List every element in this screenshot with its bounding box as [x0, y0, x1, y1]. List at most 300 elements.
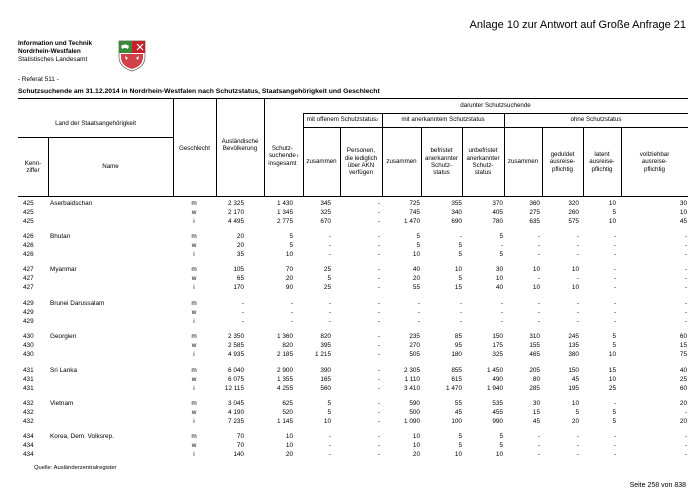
- table-row: [18, 233, 688, 241]
- cell-value: 5: [575, 409, 579, 416]
- cell-value: 25: [608, 385, 616, 392]
- cell-value: 5: [416, 233, 420, 240]
- cell-value: 10: [285, 251, 293, 258]
- cell-value: 150: [568, 367, 579, 374]
- table-title: Schutzsuchende am 31.12.2014 in Nordrhein-Westfalen nach Schutzstatus, Staatsangehörigkeit und Geschlecht: [18, 88, 380, 95]
- cell-value: 4 190: [228, 409, 244, 416]
- cell-value: -: [684, 233, 687, 240]
- cell-value: 5: [289, 242, 293, 249]
- cell-geschlecht: w: [191, 409, 197, 416]
- cell-value: -: [377, 300, 380, 307]
- cell-value: -: [684, 266, 687, 273]
- cell-geschlecht: m: [191, 433, 197, 440]
- cell-value: 25: [323, 284, 331, 291]
- header-ohne-zusammen: zusammen: [507, 158, 539, 166]
- cell-value: 30: [495, 266, 503, 273]
- source-note: Quelle: Ausländerzentralregister: [34, 465, 117, 471]
- cell-kennziffer: 434: [23, 442, 34, 449]
- cell-geschlecht: m: [191, 367, 197, 374]
- cell-geschlecht: m: [191, 266, 197, 273]
- org-line-1: Information und Technik: [18, 40, 93, 47]
- cell-kennziffer: 427: [23, 275, 34, 282]
- cell-value: -: [328, 300, 331, 307]
- cell-value: 70: [236, 442, 244, 449]
- cell-value: 165: [320, 376, 331, 383]
- table-row: [18, 200, 688, 208]
- cell-value: 2 305: [404, 367, 420, 374]
- cell-value: 20: [236, 233, 244, 240]
- cell-value: 175: [492, 342, 503, 349]
- cell-value: -: [417, 318, 420, 325]
- cell-value: -: [537, 275, 540, 282]
- cell-value: 360: [529, 200, 540, 207]
- cell-value: -: [684, 300, 687, 307]
- cell-value: 5: [612, 333, 616, 340]
- cell-kennziffer: 432: [23, 418, 34, 425]
- cell-value: -: [377, 385, 380, 392]
- cell-value: -: [459, 318, 462, 325]
- cell-value: 5: [458, 433, 462, 440]
- cell-geschlecht: m: [191, 400, 197, 407]
- cell-name: Vietnam: [50, 400, 74, 407]
- cell-value: 5: [416, 242, 420, 249]
- cell-value: 10: [454, 451, 462, 458]
- cell-value: 635: [529, 218, 540, 225]
- cell-geschlecht: w: [191, 242, 197, 249]
- cell-value: 140: [233, 451, 244, 458]
- cell-value: 5: [327, 275, 331, 282]
- cell-value: 45: [532, 418, 540, 425]
- page-number: Seite 258 von 838: [629, 482, 686, 489]
- table-row: [18, 385, 688, 393]
- cell-value: -: [377, 309, 380, 316]
- cell-value: -: [576, 300, 579, 307]
- cell-value: 325: [492, 351, 503, 358]
- cell-geschlecht: w: [191, 309, 197, 316]
- table-row: [18, 433, 688, 441]
- cell-value: 1 430: [277, 200, 293, 207]
- cell-value: 20: [236, 242, 244, 249]
- footnote-2: 2: [376, 117, 379, 123]
- header-name: Name: [102, 163, 119, 171]
- cell-value: 5: [327, 409, 331, 416]
- cell-kennziffer: 429: [23, 300, 34, 307]
- cell-value: -: [241, 309, 244, 316]
- cell-value: -: [613, 400, 616, 407]
- cell-value: -: [377, 318, 380, 325]
- cell-kennziffer: 434: [23, 451, 34, 458]
- cell-kennziffer: 434: [23, 433, 34, 440]
- org-logo-block: [18, 40, 92, 64]
- cell-value: -: [377, 200, 380, 207]
- cell-kennziffer: 425: [23, 218, 34, 225]
- cell-value: -: [459, 309, 462, 316]
- cell-geschlecht: i: [193, 385, 195, 392]
- cell-value: -: [684, 309, 687, 316]
- cell-value: 1 090: [404, 418, 420, 425]
- cell-value: -: [613, 318, 616, 325]
- cell-name: Georgien: [50, 333, 77, 340]
- table-row: [18, 309, 688, 317]
- cell-value: 670: [320, 218, 331, 225]
- cell-value: 10: [412, 251, 420, 258]
- cell-value: 5: [612, 342, 616, 349]
- cell-value: 10: [532, 266, 540, 273]
- cell-value: 345: [320, 200, 331, 207]
- cell-value: -: [377, 409, 380, 416]
- cell-value: 135: [568, 342, 579, 349]
- cell-kennziffer: 430: [23, 351, 34, 358]
- cell-value: 30: [679, 200, 687, 207]
- cell-value: 10: [679, 209, 687, 216]
- cell-value: -: [328, 442, 331, 449]
- cell-value: -: [241, 318, 244, 325]
- cell-value: 10: [495, 451, 503, 458]
- cell-value: -: [417, 300, 420, 307]
- cell-value: 690: [451, 218, 462, 225]
- cell-value: 2 185: [277, 351, 293, 358]
- cell-kennziffer: 426: [23, 242, 34, 249]
- table-row: [18, 251, 688, 259]
- cell-value: 245: [568, 333, 579, 340]
- cell-value: 5: [458, 275, 462, 282]
- cell-value: -: [500, 242, 503, 249]
- cell-value: 520: [282, 409, 293, 416]
- cell-value: 355: [451, 200, 462, 207]
- cell-value: -: [328, 309, 331, 316]
- cell-value: -: [500, 300, 503, 307]
- cell-value: -: [576, 318, 579, 325]
- cell-value: 405: [492, 209, 503, 216]
- cell-value: 5: [458, 251, 462, 258]
- cell-value: -: [537, 442, 540, 449]
- cell-value: -: [613, 233, 616, 240]
- cell-value: -: [377, 418, 380, 425]
- cell-value: 4 495: [228, 218, 244, 225]
- cell-kennziffer: 426: [23, 233, 34, 240]
- cell-value: -: [377, 433, 380, 440]
- cell-value: 340: [451, 209, 462, 216]
- cell-kennziffer: 431: [23, 376, 34, 383]
- cell-value: -: [377, 333, 380, 340]
- cell-value: -: [290, 300, 293, 307]
- cell-value: -: [459, 300, 462, 307]
- cell-value: -: [613, 266, 616, 273]
- cell-value: 310: [529, 333, 540, 340]
- cell-value: -: [377, 351, 380, 358]
- cell-geschlecht: i: [193, 284, 195, 291]
- cell-value: 90: [285, 284, 293, 291]
- header-ohne: ohne Schutzstatus: [570, 116, 622, 124]
- cell-value: 745: [409, 209, 420, 216]
- cell-value: 1 360: [277, 333, 293, 340]
- cell-value: 10: [571, 266, 579, 273]
- cell-value: -: [537, 309, 540, 316]
- header-darunter: darunter Schutzsuchende: [460, 102, 531, 110]
- org-line-3: Statistisches Landesamt: [18, 56, 88, 63]
- cell-value: 10: [571, 400, 579, 407]
- cell-value: 70: [236, 433, 244, 440]
- table-row: [18, 275, 688, 283]
- cell-value: 40: [679, 367, 687, 374]
- header-auslaendische: Ausländische Bevölkerung: [221, 137, 259, 152]
- header-kennziffer: Kenn- ziffer: [24, 159, 42, 174]
- cell-value: -: [328, 318, 331, 325]
- table-row: [18, 376, 688, 384]
- cell-value: 5: [458, 442, 462, 449]
- cell-geschlecht: w: [191, 275, 197, 282]
- cell-value: -: [328, 251, 331, 258]
- table-row: [18, 400, 688, 408]
- cell-value: 10: [285, 442, 293, 449]
- cell-value: 10: [412, 442, 420, 449]
- table-row: [18, 218, 688, 226]
- cell-value: -: [377, 451, 380, 458]
- nrw-crest-icon: [117, 39, 147, 72]
- cell-value: 30: [532, 400, 540, 407]
- cell-value: 560: [320, 385, 331, 392]
- header-geschlecht: Geschlecht: [179, 145, 210, 153]
- cell-value: 10: [608, 351, 616, 358]
- cell-geschlecht: w: [191, 376, 197, 383]
- table-row: [18, 367, 688, 375]
- header-vollziehbar: vollziehbar ausreise- pflichtig: [639, 150, 670, 173]
- cell-value: 260: [568, 209, 579, 216]
- cell-value: -: [684, 275, 687, 282]
- cell-geschlecht: i: [193, 451, 195, 458]
- cell-value: -: [328, 433, 331, 440]
- cell-value: -: [241, 300, 244, 307]
- cell-value: 855: [451, 367, 462, 374]
- cell-value: 370: [492, 200, 503, 207]
- cell-value: 1 215: [315, 351, 331, 358]
- cell-value: -: [613, 284, 616, 291]
- cell-value: 20: [412, 451, 420, 458]
- cell-value: 20: [679, 400, 687, 407]
- cell-value: -: [613, 433, 616, 440]
- cell-name: Korea, Dem. Volksrep.: [50, 433, 114, 440]
- cell-value: 3 410: [404, 385, 420, 392]
- cell-value: 3 045: [228, 400, 244, 407]
- cell-value: 1 470: [404, 218, 420, 225]
- cell-value: -: [377, 400, 380, 407]
- cell-value: 1 450: [487, 367, 503, 374]
- cell-value: 455: [492, 409, 503, 416]
- cell-value: -: [576, 275, 579, 282]
- cell-value: -: [537, 318, 540, 325]
- cell-value: 55: [412, 284, 420, 291]
- cell-value: 725: [409, 200, 420, 207]
- cell-value: 990: [492, 418, 503, 425]
- cell-value: 95: [454, 342, 462, 349]
- cell-geschlecht: i: [193, 251, 195, 258]
- cell-kennziffer: 432: [23, 409, 34, 416]
- cell-value: -: [537, 300, 540, 307]
- cell-value: -: [613, 309, 616, 316]
- cell-kennziffer: 430: [23, 333, 34, 340]
- cell-value: -: [377, 442, 380, 449]
- cell-value: 275: [529, 209, 540, 216]
- cell-value: -: [377, 367, 380, 374]
- cell-geschlecht: w: [191, 209, 197, 216]
- cell-value: -: [576, 442, 579, 449]
- header-schutz-insgesamt-text: Schutz- suchende insgesamt: [268, 144, 297, 167]
- header-unbefristet: unbefristet anerkannter Schutz- status: [466, 147, 500, 177]
- cell-value: 10: [532, 284, 540, 291]
- table-row: [18, 442, 688, 450]
- table-row: [18, 409, 688, 417]
- cell-kennziffer: 431: [23, 385, 34, 392]
- cell-value: 625: [282, 400, 293, 407]
- cell-value: 270: [409, 342, 420, 349]
- cell-value: -: [328, 242, 331, 249]
- cell-value: 2 775: [277, 218, 293, 225]
- rule-land: [18, 137, 173, 138]
- cell-value: 5: [327, 400, 331, 407]
- cell-name: Bhutan: [50, 233, 71, 240]
- cell-value: 105: [233, 266, 244, 273]
- header-geduldet: geduldet ausreise- pflichtig: [549, 150, 576, 173]
- cell-geschlecht: i: [193, 351, 195, 358]
- cell-value: 2 170: [228, 209, 244, 216]
- cell-kennziffer: 431: [23, 367, 34, 374]
- cell-value: 10: [608, 200, 616, 207]
- cell-geschlecht: i: [193, 318, 195, 325]
- cell-value: 55: [454, 400, 462, 407]
- header-land: Land der Staatsangehörigkeit: [55, 120, 136, 128]
- cell-value: -: [377, 284, 380, 291]
- cell-value: 4 935: [228, 351, 244, 358]
- cell-value: 5: [458, 242, 462, 249]
- cell-value: 60: [679, 385, 687, 392]
- header-offen-zusammen: zusammen: [306, 158, 337, 166]
- cell-value: -: [576, 309, 579, 316]
- cell-value: -: [576, 233, 579, 240]
- cell-name: Myanmar: [50, 266, 77, 273]
- cell-value: -: [684, 251, 687, 258]
- cell-value: 10: [571, 284, 579, 291]
- cell-value: -: [290, 318, 293, 325]
- cell-geschlecht: m: [191, 300, 197, 307]
- footnote-1: 1: [296, 153, 299, 159]
- cell-geschlecht: w: [191, 342, 197, 349]
- header-latent: latent ausreise- pflichtig: [589, 150, 615, 173]
- cell-value: 780: [492, 218, 503, 225]
- cell-kennziffer: 425: [23, 200, 34, 207]
- cell-value: -: [377, 251, 380, 258]
- cell-value: 20: [285, 275, 293, 282]
- cell-value: 15: [532, 409, 540, 416]
- cell-value: -: [684, 442, 687, 449]
- cell-kennziffer: 429: [23, 318, 34, 325]
- cell-value: 70: [285, 266, 293, 273]
- cell-value: 5: [289, 233, 293, 240]
- cell-value: 20: [679, 418, 687, 425]
- cell-value: -: [613, 275, 616, 282]
- cell-value: 615: [451, 376, 462, 383]
- cell-value: 20: [285, 451, 293, 458]
- cell-name: Aserbaidschan: [50, 200, 93, 207]
- cell-value: -: [377, 209, 380, 216]
- cell-value: -: [537, 242, 540, 249]
- cell-value: -: [613, 300, 616, 307]
- table-row: [18, 342, 688, 350]
- cell-value: 820: [282, 342, 293, 349]
- cell-value: 325: [320, 209, 331, 216]
- cell-value: 5: [612, 418, 616, 425]
- cell-geschlecht: i: [193, 418, 195, 425]
- cell-value: 5: [499, 442, 503, 449]
- cell-kennziffer: 432: [23, 400, 34, 407]
- referat-label: - Referat 511 -: [18, 76, 59, 83]
- cell-value: -: [328, 233, 331, 240]
- table-row: [18, 284, 688, 292]
- org-line-2: Nordrhein-Westfalen: [18, 48, 81, 55]
- cell-value: -: [377, 275, 380, 282]
- cell-value: -: [377, 266, 380, 273]
- cell-value: 500: [409, 409, 420, 416]
- cell-value: 380: [568, 351, 579, 358]
- header-akn: Personen, die lediglich über AKN verfügen: [344, 147, 378, 177]
- cell-value: 1 345: [277, 209, 293, 216]
- cell-value: -: [576, 433, 579, 440]
- cell-value: 285: [529, 385, 540, 392]
- cell-value: -: [684, 318, 687, 325]
- cell-value: 45: [454, 409, 462, 416]
- header-offen: [303, 114, 382, 126]
- table-row: [18, 300, 688, 308]
- cell-value: 5: [499, 233, 503, 240]
- cell-value: -: [576, 251, 579, 258]
- table-row: [18, 318, 688, 326]
- cell-value: -: [684, 242, 687, 249]
- cell-value: 10: [495, 275, 503, 282]
- cell-value: 85: [454, 333, 462, 340]
- cell-value: 4 255: [277, 385, 293, 392]
- cell-value: 100: [451, 418, 462, 425]
- cell-value: -: [684, 451, 687, 458]
- cell-value: 7 235: [228, 418, 244, 425]
- cell-geschlecht: m: [191, 233, 197, 240]
- cell-value: 10: [285, 433, 293, 440]
- cell-kennziffer: 430: [23, 342, 34, 349]
- cell-value: 10: [454, 266, 462, 273]
- cell-value: 170: [233, 284, 244, 291]
- cell-value: 5: [612, 409, 616, 416]
- cell-value: 15: [679, 342, 687, 349]
- cell-value: 75: [679, 351, 687, 358]
- cell-value: -: [684, 284, 687, 291]
- cell-value: -: [684, 409, 687, 416]
- cell-value: 80: [532, 376, 540, 383]
- cell-value: -: [377, 342, 380, 349]
- header-befristet: befristet anerkannter Schutz- status: [424, 147, 459, 177]
- cell-geschlecht: i: [193, 218, 195, 225]
- cell-value: 40: [412, 266, 420, 273]
- header-schutz-insgesamt: [264, 136, 303, 176]
- cell-value: -: [537, 251, 540, 258]
- cell-kennziffer: 427: [23, 266, 34, 273]
- table-row: [18, 351, 688, 359]
- cell-value: 235: [409, 333, 420, 340]
- cell-value: 2 585: [228, 342, 244, 349]
- cell-geschlecht: m: [191, 333, 197, 340]
- cell-value: 1 145: [277, 418, 293, 425]
- cell-value: -: [377, 233, 380, 240]
- table-row: [18, 451, 688, 459]
- cell-value: 45: [571, 376, 579, 383]
- cell-value: -: [377, 242, 380, 249]
